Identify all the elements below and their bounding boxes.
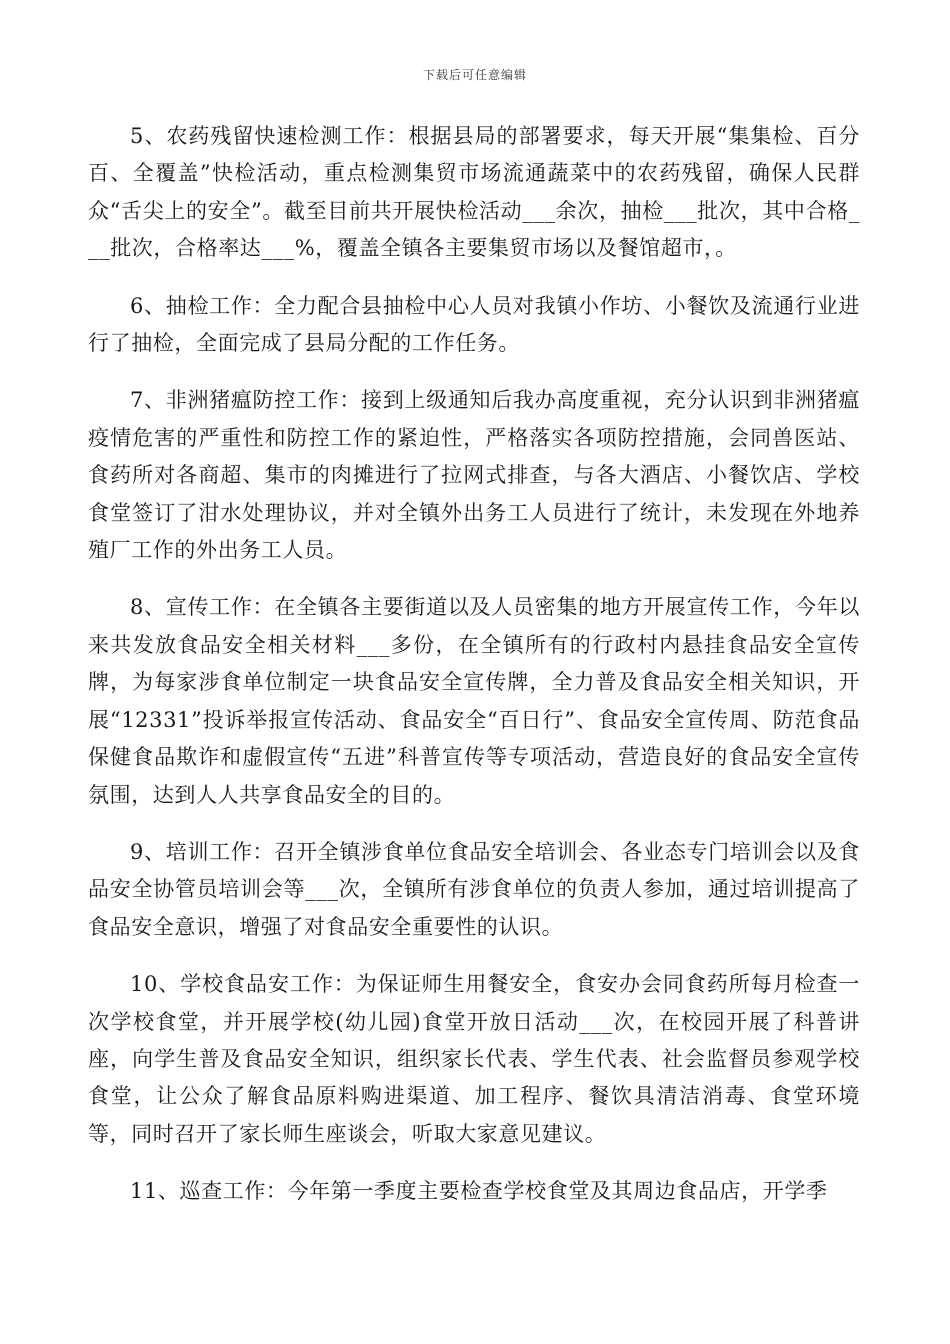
paragraph-item-6: 6、抽检工作：全力配合县抽检中心人员对我镇小作坊、小餐饮及流通行业进行了抽检，全面完成了县局分配的工作任务。 [88, 293, 860, 356]
paragraph-item-7: 7、非洲猪瘟防控工作：接到上级通知后我办高度重视，充分认识到非洲猪瘟疫情危害的严重性和防控工作的紧迫性，严格落实各项防控措施，会同兽医站、食药所对各商超、集市的肉摊进行了拉网式排查，与各大酒店、小餐饮店、学校食堂签订了泔水处理协议，并对全镇外出务工人员进行了统计，未发现在外地养殖厂工作的外出务工人员。 [88, 388, 860, 563]
page-header: 下载后可任意编辑 [422, 68, 527, 82]
paragraph-item-11: 11、巡查工作：今年第一季度主要检查学校食堂及其周边食品店，开学季 [130, 1179, 828, 1204]
paragraph-item-5: 5、农药残留快速检测工作：根据县局的部署要求，每天开展“集集检、百分百、全覆盖”快检活动，重点检测集贸市场流通蔬菜中的农药残留，确保人民群众“舌尖上的安全”。截至目前共开展快检活动___余次，抽检___批次，其中合格___批次，合格率达___%，覆盖全镇各主要集贸市场以及餐馆超市，。 [88, 124, 860, 261]
paragraph-item-9: 9、培训工作：召开全镇涉食单位食品安全培训会、各业态专门培训会以及食品安全协管员培训会等___次，全镇所有涉食单位的负责人参加，通过培训提高了食品安全意识，增强了对食品安全重要性的认识。 [88, 839, 860, 939]
paragraph-item-10: 10、学校食品安工作：为保证师生用餐安全，食安办会同食药所每月检查一次学校食堂，并开展学校(幼儿园)食堂开放日活动___次，在校园开展了科普讲座，向学生普及食品安全知识，组织家长代表、学生代表、社会监督员参观学校食堂，让公众了解食品原料购进渠道、加工程序、餐饮具清洁消毒、食堂环境等，同时召开了家长师生座谈会，听取大家意见建议。 [88, 972, 860, 1146]
paragraph-item-8: 8、宣传工作：在全镇各主要街道以及人员密集的地方开展宣传工作，今年以来共发放食品安全相关材料___多份，在全镇所有的行政村内悬挂食品安全宣传牌，为每家涉食单位制定一块食品安全宣传牌，全力普及食品安全相关知识，开展“12331”投诉举报宣传活动、食品安全“百日行”、食品安全宣传周、防范食品保健食品欺诈和虚假宣传“五进”科普宣传等专项活动，营造良好的食品安全宣传氛围，达到人人共享食品安全的目的。 [88, 595, 860, 807]
document-body [88, 118, 860, 1231]
